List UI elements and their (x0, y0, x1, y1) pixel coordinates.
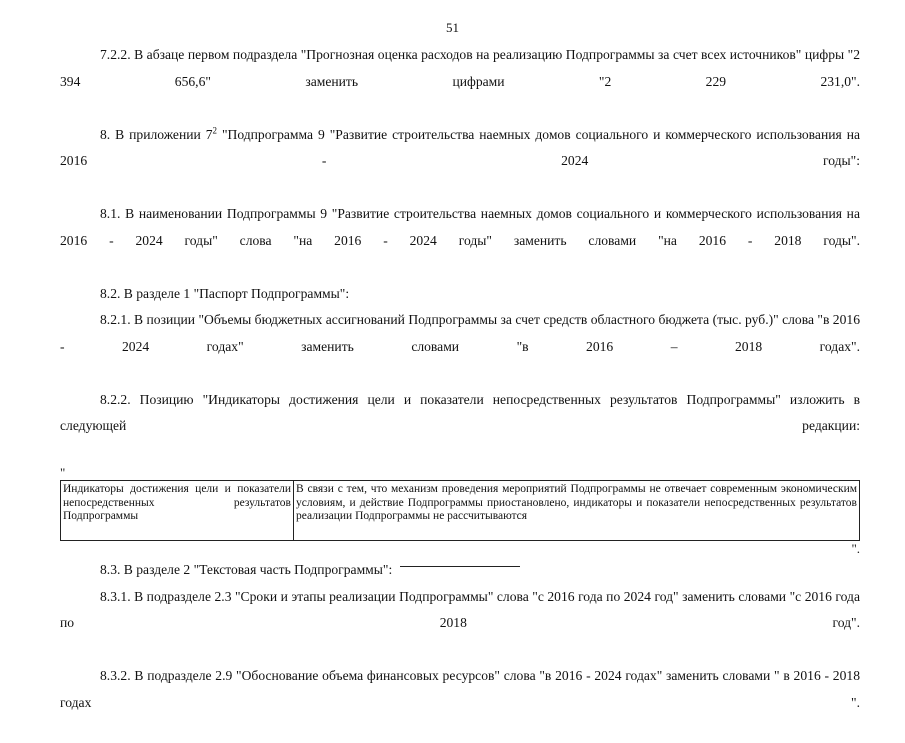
paragraph-8 (60, 122, 860, 202)
page-number: 51 (446, 20, 459, 35)
paragraph-8-2-2: 8.2.2. Позицию "Индикаторы достижения цели и показатели непосредственных результатов Подпрограммы" изложить в следующей редакции: (60, 391, 860, 433)
paragraph-8-1: 8.1. В наименовании Подпрограммы 9 "Развитие строительства наемных домов социального и коммерческого использования на 2016 - 2024 годы" слова "на 2016 - 2024 годы" заменить словами "на 2016 - 2018 годы". (60, 206, 860, 248)
document-body (60, 42, 860, 743)
table-cell-value: В связи с тем, что механизм проведения мероприятий Подпрограммы не отвечает современным экономическим условиям, и действие Подпрограммы приостановлено, индикаторы и показатели непосредственных результатов реализации Подпрограммы не рассчитываются (294, 481, 860, 541)
paragraph-8-text-end: "Подпрограмма 9 "Развитие строительства наемных домов социального и коммерческого использования на 2016 - 2024 годы": (60, 126, 860, 168)
paragraph-8-2: 8.2. В разделе 1 "Паспорт Подпрограммы": (100, 285, 350, 301)
paragraph-8-3: 8.3. В разделе 2 "Текстовая часть Подпрограммы": (100, 562, 393, 577)
closing-quote: ". (851, 541, 860, 556)
appendix-superscript: 2 (212, 124, 218, 135)
opening-quote: " (60, 465, 66, 480)
end-separator-line (400, 566, 520, 567)
table-cell-label: Индикаторы достижения цели и показатели непосредственных результатов Подпрограммы (61, 481, 294, 541)
paragraph-8-text-start: 8. В приложении 7 (100, 126, 213, 142)
table-row (61, 481, 860, 541)
paragraph-8-3-1: 8.3.1. В подразделе 2.3 "Сроки и этапы реализации Подпрограммы" слова "с 2016 года по 2024 год" заменить словами "с 2016 года по 2018 год". (60, 588, 860, 630)
paragraph-7-2-2: 7.2.2. В абзаце первом подраздела "Прогнозная оценка расходов на реализацию Подпрограммы за счет всех источников" цифры "2 394 656,6" заменить цифрами "2 229 231,0". (60, 47, 860, 89)
paragraph-8-2-1: 8.2.1. В позиции "Объемы бюджетных ассигнований Подпрограммы за счет средств областного бюджета (тыс. руб.)" слова "в 2016 - 2024 годах" заменить словами "в 2016 – 2018 годах". (60, 312, 860, 354)
indicators-table (60, 480, 860, 541)
paragraph-8-3-2: 8.3.2. В подразделе 2.9 "Обоснование объема финансовых ресурсов" слова "в 2016 - 2024 годах" заменить словами " в 2016 - 2018 годах ". (60, 668, 860, 710)
